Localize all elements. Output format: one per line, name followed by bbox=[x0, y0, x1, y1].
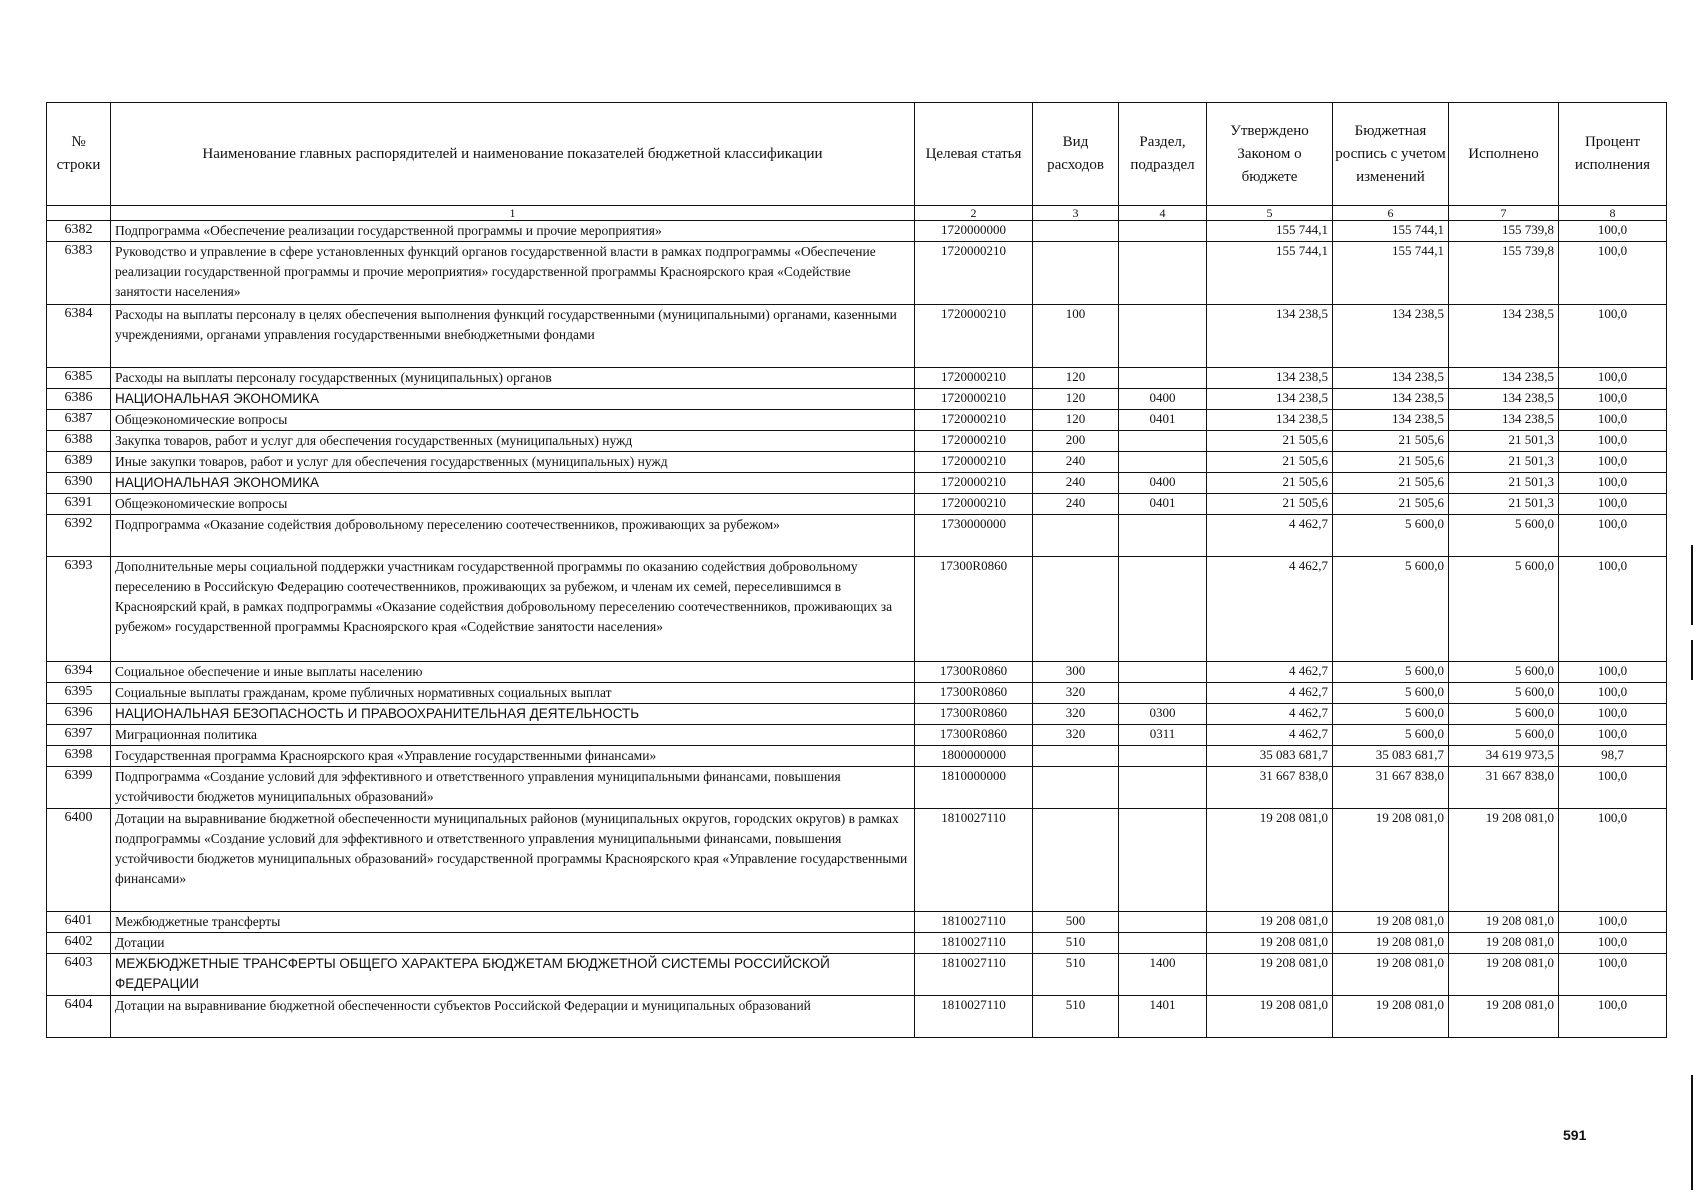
scan-edge-mark bbox=[1691, 640, 1693, 680]
row-percent: 100,0 bbox=[1559, 954, 1667, 996]
column-number: 7 bbox=[1449, 206, 1559, 221]
row-percent: 100,0 bbox=[1559, 912, 1667, 933]
row-name: Дополнительные меры социальной поддержки участникам государственной программы по оказанию содействия добровольному переселению в Российскую Федерацию соотечественников, проживающих за рубежом, и членам их семей, переселившимся в Красноярский край, в рамках подпрограммы «Оказание содействия добровольному переселению соотечественников, проживающих за рубежом» государственной программы Красноярского края «Содействие занятости населения» bbox=[111, 557, 915, 662]
row-number: 6395 bbox=[47, 683, 111, 704]
header-budget-list: Бюджетная роспись с учетом изменений bbox=[1333, 103, 1449, 206]
row-name: МЕЖБЮДЖЕТНЫЕ ТРАНСФЕРТЫ ОБЩЕГО ХАРАКТЕРА БЮДЖЕТАМ БЮДЖЕТНОЙ СИСТЕМЫ РОССИЙСКОЙ ФЕДЕРАЦИИ bbox=[111, 954, 915, 996]
row-budget-list: 134 238,5 bbox=[1333, 305, 1449, 368]
row-approved: 19 208 081,0 bbox=[1207, 912, 1333, 933]
table-row bbox=[47, 305, 1667, 368]
row-executed: 19 208 081,0 bbox=[1449, 912, 1559, 933]
header-section: Раздел, подраздел bbox=[1119, 103, 1207, 206]
row-expense-type bbox=[1033, 557, 1119, 662]
table-row bbox=[47, 389, 1667, 410]
row-percent: 100,0 bbox=[1559, 683, 1667, 704]
row-section bbox=[1119, 557, 1207, 662]
row-executed: 5 600,0 bbox=[1449, 515, 1559, 557]
budget-execution-table bbox=[46, 102, 1667, 1038]
table-row bbox=[47, 725, 1667, 746]
row-approved: 21 505,6 bbox=[1207, 452, 1333, 473]
row-percent: 100,0 bbox=[1559, 933, 1667, 954]
row-expense-type: 510 bbox=[1033, 996, 1119, 1038]
row-approved: 4 462,7 bbox=[1207, 725, 1333, 746]
row-percent: 100,0 bbox=[1559, 494, 1667, 515]
row-expense-type: 120 bbox=[1033, 389, 1119, 410]
row-number: 6389 bbox=[47, 452, 111, 473]
row-number: 6403 bbox=[47, 954, 111, 996]
row-budget-list: 21 505,6 bbox=[1333, 494, 1449, 515]
row-section bbox=[1119, 242, 1207, 305]
row-number: 6397 bbox=[47, 725, 111, 746]
row-name: Руководство и управление в сфере установленных функций органов государственной власти в рамках подпрограммы «Обеспечение реализации государственной программы и прочие мероприятия» государственной программы Красноярского края «Содействие занятости населения» bbox=[111, 242, 915, 305]
row-expense-type: 300 bbox=[1033, 662, 1119, 683]
row-expense-type: 510 bbox=[1033, 933, 1119, 954]
row-expense-type: 100 bbox=[1033, 305, 1119, 368]
row-section: 1401 bbox=[1119, 996, 1207, 1038]
row-approved: 35 083 681,7 bbox=[1207, 746, 1333, 767]
row-budget-list: 5 600,0 bbox=[1333, 704, 1449, 725]
row-executed: 5 600,0 bbox=[1449, 704, 1559, 725]
row-target-article: 1720000210 bbox=[915, 368, 1033, 389]
row-percent: 98,7 bbox=[1559, 746, 1667, 767]
row-number: 6391 bbox=[47, 494, 111, 515]
row-executed: 5 600,0 bbox=[1449, 662, 1559, 683]
row-target-article: 1720000210 bbox=[915, 389, 1033, 410]
row-budget-list: 155 744,1 bbox=[1333, 221, 1449, 242]
row-budget-list: 134 238,5 bbox=[1333, 368, 1449, 389]
row-percent: 100,0 bbox=[1559, 662, 1667, 683]
row-section bbox=[1119, 221, 1207, 242]
row-section: 0311 bbox=[1119, 725, 1207, 746]
row-budget-list: 134 238,5 bbox=[1333, 389, 1449, 410]
row-executed: 21 501,3 bbox=[1449, 473, 1559, 494]
row-name: Социальные выплаты гражданам, кроме публичных нормативных социальных выплат bbox=[111, 683, 915, 704]
row-number: 6399 bbox=[47, 767, 111, 809]
row-name: Подпрограмма «Оказание содействия добровольному переселению соотечественников, проживающих за рубежом» bbox=[111, 515, 915, 557]
row-number: 6387 bbox=[47, 410, 111, 431]
row-target-article: 17300R0860 bbox=[915, 662, 1033, 683]
column-number: 6 bbox=[1333, 206, 1449, 221]
column-number: 5 bbox=[1207, 206, 1333, 221]
row-section bbox=[1119, 767, 1207, 809]
row-approved: 4 462,7 bbox=[1207, 662, 1333, 683]
row-approved: 155 744,1 bbox=[1207, 221, 1333, 242]
row-section: 0401 bbox=[1119, 494, 1207, 515]
table-row bbox=[47, 954, 1667, 996]
row-number: 6386 bbox=[47, 389, 111, 410]
row-name: Подпрограмма «Обеспечение реализации государственной программы и прочие мероприятия» bbox=[111, 221, 915, 242]
header-approved: Утверждено Законом о бюджете bbox=[1207, 103, 1333, 206]
row-expense-type: 320 bbox=[1033, 725, 1119, 746]
column-number: 8 bbox=[1559, 206, 1667, 221]
row-section bbox=[1119, 662, 1207, 683]
row-approved: 134 238,5 bbox=[1207, 305, 1333, 368]
row-executed: 19 208 081,0 bbox=[1449, 954, 1559, 996]
header-expense-type: Вид расходов bbox=[1033, 103, 1119, 206]
scan-edge-mark bbox=[1691, 1075, 1693, 1190]
row-number: 6383 bbox=[47, 242, 111, 305]
row-target-article: 1810027110 bbox=[915, 809, 1033, 912]
row-name: Иные закупки товаров, работ и услуг для обеспечения государственных (муниципальных) нужд bbox=[111, 452, 915, 473]
row-number: 6393 bbox=[47, 557, 111, 662]
column-number: 2 bbox=[915, 206, 1033, 221]
row-budget-list: 19 208 081,0 bbox=[1333, 933, 1449, 954]
row-expense-type bbox=[1033, 809, 1119, 912]
table-row bbox=[47, 746, 1667, 767]
row-budget-list: 155 744,1 bbox=[1333, 242, 1449, 305]
row-name: Общеэкономические вопросы bbox=[111, 410, 915, 431]
row-approved: 21 505,6 bbox=[1207, 494, 1333, 515]
table-row bbox=[47, 515, 1667, 557]
header-name: Наименование главных распорядителей и наименование показателей бюджетной классификации bbox=[111, 103, 915, 206]
row-section bbox=[1119, 746, 1207, 767]
row-name: Расходы на выплаты персоналу в целях обеспечения выполнения функций государственными (муниципальными) органами, казенными учреждениями, органами управления государственными внебюджетными фондами bbox=[111, 305, 915, 368]
row-percent: 100,0 bbox=[1559, 725, 1667, 746]
row-expense-type: 200 bbox=[1033, 431, 1119, 452]
table-row bbox=[47, 933, 1667, 954]
row-name: Расходы на выплаты персоналу государственных (муниципальных) органов bbox=[111, 368, 915, 389]
row-section bbox=[1119, 933, 1207, 954]
row-percent: 100,0 bbox=[1559, 389, 1667, 410]
table-row bbox=[47, 410, 1667, 431]
row-target-article: 1810027110 bbox=[915, 933, 1033, 954]
row-target-article: 1810000000 bbox=[915, 767, 1033, 809]
row-name: Дотации на выравнивание бюджетной обеспеченности муниципальных районов (муниципальных округов, городских округов) в рамках подпрограммы «Создание условий для эффективного и ответственного управления муниципальными финансами, повышения устойчивости бюджетов муниципальных образований» государственной программы Красноярского края «Управление государственными финансами» bbox=[111, 809, 915, 912]
row-expense-type: 240 bbox=[1033, 452, 1119, 473]
row-target-article: 1720000000 bbox=[915, 221, 1033, 242]
row-expense-type: 320 bbox=[1033, 683, 1119, 704]
row-percent: 100,0 bbox=[1559, 431, 1667, 452]
row-executed: 19 208 081,0 bbox=[1449, 933, 1559, 954]
row-executed: 5 600,0 bbox=[1449, 725, 1559, 746]
row-percent: 100,0 bbox=[1559, 242, 1667, 305]
table-row bbox=[47, 494, 1667, 515]
row-executed: 21 501,3 bbox=[1449, 494, 1559, 515]
header-row-no: № строки bbox=[47, 103, 111, 206]
header-target-article: Целевая статья bbox=[915, 103, 1033, 206]
row-name: Социальное обеспечение и иные выплаты населению bbox=[111, 662, 915, 683]
column-number: 1 bbox=[111, 206, 915, 221]
row-target-article: 1800000000 bbox=[915, 746, 1033, 767]
row-budget-list: 5 600,0 bbox=[1333, 662, 1449, 683]
row-approved: 21 505,6 bbox=[1207, 431, 1333, 452]
row-approved: 134 238,5 bbox=[1207, 368, 1333, 389]
row-target-article: 1720000210 bbox=[915, 452, 1033, 473]
row-section bbox=[1119, 368, 1207, 389]
row-number: 6394 bbox=[47, 662, 111, 683]
row-budget-list: 134 238,5 bbox=[1333, 410, 1449, 431]
row-target-article: 1810027110 bbox=[915, 954, 1033, 996]
row-number: 6401 bbox=[47, 912, 111, 933]
table-header-row bbox=[47, 103, 1667, 206]
row-name: НАЦИОНАЛЬНАЯ ЭКОНОМИКА bbox=[111, 473, 915, 494]
row-number: 6384 bbox=[47, 305, 111, 368]
row-budget-list: 19 208 081,0 bbox=[1333, 809, 1449, 912]
row-percent: 100,0 bbox=[1559, 767, 1667, 809]
row-target-article: 17300R0860 bbox=[915, 557, 1033, 662]
row-executed: 5 600,0 bbox=[1449, 557, 1559, 662]
column-number-row bbox=[47, 206, 1667, 221]
row-number: 6390 bbox=[47, 473, 111, 494]
row-number: 6385 bbox=[47, 368, 111, 389]
row-executed: 19 208 081,0 bbox=[1449, 996, 1559, 1038]
row-executed: 155 739,8 bbox=[1449, 242, 1559, 305]
row-executed: 34 619 973,5 bbox=[1449, 746, 1559, 767]
row-section: 1400 bbox=[1119, 954, 1207, 996]
table-row bbox=[47, 683, 1667, 704]
row-expense-type: 500 bbox=[1033, 912, 1119, 933]
table-row bbox=[47, 431, 1667, 452]
row-budget-list: 5 600,0 bbox=[1333, 683, 1449, 704]
page-number: 591 bbox=[1563, 1127, 1587, 1143]
row-number: 6392 bbox=[47, 515, 111, 557]
row-name: Подпрограмма «Создание условий для эффективного и ответственного управления муниципальными финансами, повышения устойчивости бюджетов муниципальных образований» bbox=[111, 767, 915, 809]
row-executed: 134 238,5 bbox=[1449, 368, 1559, 389]
row-percent: 100,0 bbox=[1559, 221, 1667, 242]
row-approved: 4 462,7 bbox=[1207, 704, 1333, 725]
row-percent: 100,0 bbox=[1559, 557, 1667, 662]
row-section bbox=[1119, 912, 1207, 933]
row-budget-list: 5 600,0 bbox=[1333, 557, 1449, 662]
row-target-article: 1720000210 bbox=[915, 242, 1033, 305]
row-approved: 19 208 081,0 bbox=[1207, 809, 1333, 912]
table-row bbox=[47, 473, 1667, 494]
table-row bbox=[47, 368, 1667, 389]
row-number: 6402 bbox=[47, 933, 111, 954]
row-target-article: 1730000000 bbox=[915, 515, 1033, 557]
table-row bbox=[47, 912, 1667, 933]
row-budget-list: 19 208 081,0 bbox=[1333, 996, 1449, 1038]
row-expense-type bbox=[1033, 221, 1119, 242]
row-target-article: 1720000210 bbox=[915, 431, 1033, 452]
row-name: Государственная программа Красноярского края «Управление государственными финансами» bbox=[111, 746, 915, 767]
row-percent: 100,0 bbox=[1559, 452, 1667, 473]
row-section: 0401 bbox=[1119, 410, 1207, 431]
row-percent: 100,0 bbox=[1559, 305, 1667, 368]
row-section bbox=[1119, 452, 1207, 473]
row-budget-list: 31 667 838,0 bbox=[1333, 767, 1449, 809]
row-target-article: 1720000210 bbox=[915, 473, 1033, 494]
row-expense-type: 240 bbox=[1033, 494, 1119, 515]
row-executed: 21 501,3 bbox=[1449, 452, 1559, 473]
row-target-article: 1810027110 bbox=[915, 912, 1033, 933]
row-percent: 100,0 bbox=[1559, 809, 1667, 912]
row-section bbox=[1119, 683, 1207, 704]
row-name: НАЦИОНАЛЬНАЯ ЭКОНОМИКА bbox=[111, 389, 915, 410]
row-expense-type bbox=[1033, 515, 1119, 557]
row-expense-type bbox=[1033, 242, 1119, 305]
row-percent: 100,0 bbox=[1559, 368, 1667, 389]
row-number: 6398 bbox=[47, 746, 111, 767]
table-row bbox=[47, 221, 1667, 242]
row-name: Дотации на выравнивание бюджетной обеспеченности субъектов Российской Федерации и муниципальных образований bbox=[111, 996, 915, 1038]
row-budget-list: 35 083 681,7 bbox=[1333, 746, 1449, 767]
row-target-article: 1810027110 bbox=[915, 996, 1033, 1038]
row-approved: 134 238,5 bbox=[1207, 410, 1333, 431]
row-section bbox=[1119, 515, 1207, 557]
row-approved: 31 667 838,0 bbox=[1207, 767, 1333, 809]
row-name: Миграционная политика bbox=[111, 725, 915, 746]
row-name: Закупка товаров, работ и услуг для обеспечения государственных (муниципальных) нужд bbox=[111, 431, 915, 452]
row-expense-type: 510 bbox=[1033, 954, 1119, 996]
row-name: Дотации bbox=[111, 933, 915, 954]
row-section bbox=[1119, 431, 1207, 452]
row-executed: 134 238,5 bbox=[1449, 389, 1559, 410]
row-target-article: 17300R0860 bbox=[915, 704, 1033, 725]
table-row bbox=[47, 242, 1667, 305]
row-budget-list: 21 505,6 bbox=[1333, 473, 1449, 494]
row-section bbox=[1119, 809, 1207, 912]
row-approved: 19 208 081,0 bbox=[1207, 954, 1333, 996]
row-section: 0400 bbox=[1119, 473, 1207, 494]
table-row bbox=[47, 809, 1667, 912]
column-number-blank bbox=[47, 206, 111, 221]
row-percent: 100,0 bbox=[1559, 996, 1667, 1038]
row-section: 0400 bbox=[1119, 389, 1207, 410]
row-percent: 100,0 bbox=[1559, 515, 1667, 557]
table-row bbox=[47, 704, 1667, 725]
table-row bbox=[47, 662, 1667, 683]
row-expense-type: 240 bbox=[1033, 473, 1119, 494]
row-section bbox=[1119, 305, 1207, 368]
row-name: НАЦИОНАЛЬНАЯ БЕЗОПАСНОСТЬ И ПРАВООХРАНИТЕЛЬНАЯ ДЕЯТЕЛЬНОСТЬ bbox=[111, 704, 915, 725]
row-approved: 155 744,1 bbox=[1207, 242, 1333, 305]
row-number: 6388 bbox=[47, 431, 111, 452]
table-row bbox=[47, 996, 1667, 1038]
row-number: 6396 bbox=[47, 704, 111, 725]
row-percent: 100,0 bbox=[1559, 410, 1667, 431]
row-target-article: 17300R0860 bbox=[915, 725, 1033, 746]
row-approved: 19 208 081,0 bbox=[1207, 933, 1333, 954]
row-executed: 21 501,3 bbox=[1449, 431, 1559, 452]
row-budget-list: 19 208 081,0 bbox=[1333, 954, 1449, 996]
column-number: 3 bbox=[1033, 206, 1119, 221]
row-approved: 4 462,7 bbox=[1207, 515, 1333, 557]
row-approved: 134 238,5 bbox=[1207, 389, 1333, 410]
table-row bbox=[47, 452, 1667, 473]
row-name: Общеэкономические вопросы bbox=[111, 494, 915, 515]
table-row bbox=[47, 767, 1667, 809]
row-budget-list: 21 505,6 bbox=[1333, 431, 1449, 452]
row-target-article: 1720000210 bbox=[915, 494, 1033, 515]
row-approved: 4 462,7 bbox=[1207, 557, 1333, 662]
row-budget-list: 5 600,0 bbox=[1333, 515, 1449, 557]
row-name: Межбюджетные трансферты bbox=[111, 912, 915, 933]
row-expense-type: 120 bbox=[1033, 368, 1119, 389]
row-percent: 100,0 bbox=[1559, 473, 1667, 494]
row-target-article: 1720000210 bbox=[915, 410, 1033, 431]
scan-edge-mark bbox=[1691, 545, 1693, 625]
table-body bbox=[47, 221, 1667, 1038]
row-expense-type bbox=[1033, 746, 1119, 767]
row-expense-type: 320 bbox=[1033, 704, 1119, 725]
row-approved: 21 505,6 bbox=[1207, 473, 1333, 494]
row-budget-list: 21 505,6 bbox=[1333, 452, 1449, 473]
column-number: 4 bbox=[1119, 206, 1207, 221]
table-row bbox=[47, 557, 1667, 662]
row-section: 0300 bbox=[1119, 704, 1207, 725]
row-target-article: 17300R0860 bbox=[915, 683, 1033, 704]
header-executed: Исполнено bbox=[1449, 103, 1559, 206]
row-executed: 134 238,5 bbox=[1449, 305, 1559, 368]
row-percent: 100,0 bbox=[1559, 704, 1667, 725]
header-percent: Процент исполнения bbox=[1559, 103, 1667, 206]
row-executed: 155 739,8 bbox=[1449, 221, 1559, 242]
row-executed: 134 238,5 bbox=[1449, 410, 1559, 431]
row-executed: 5 600,0 bbox=[1449, 683, 1559, 704]
row-number: 6404 bbox=[47, 996, 111, 1038]
row-expense-type: 120 bbox=[1033, 410, 1119, 431]
row-budget-list: 5 600,0 bbox=[1333, 725, 1449, 746]
row-expense-type bbox=[1033, 767, 1119, 809]
row-number: 6400 bbox=[47, 809, 111, 912]
row-executed: 19 208 081,0 bbox=[1449, 809, 1559, 912]
row-executed: 31 667 838,0 bbox=[1449, 767, 1559, 809]
row-budget-list: 19 208 081,0 bbox=[1333, 912, 1449, 933]
row-approved: 4 462,7 bbox=[1207, 683, 1333, 704]
row-target-article: 1720000210 bbox=[915, 305, 1033, 368]
row-approved: 19 208 081,0 bbox=[1207, 996, 1333, 1038]
row-number: 6382 bbox=[47, 221, 111, 242]
